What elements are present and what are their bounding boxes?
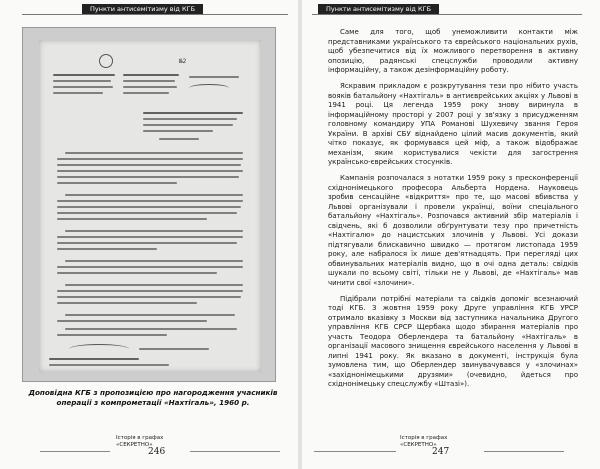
left-header-title: Пункти антисемітизму від КГБ xyxy=(82,4,203,14)
doc-text-line xyxy=(65,328,237,330)
left-running-header xyxy=(22,4,288,15)
doc-text-line xyxy=(57,320,207,322)
doc-text-line xyxy=(57,170,243,172)
doc-text-line xyxy=(159,138,199,140)
signature-mark xyxy=(69,344,129,354)
body-text xyxy=(328,28,578,396)
doc-text-line xyxy=(53,92,103,94)
doc-text-line xyxy=(57,248,157,250)
doc-text-line xyxy=(57,200,243,202)
doc-text-line xyxy=(123,86,177,88)
doc-text-line xyxy=(143,130,213,132)
doc-text-line xyxy=(57,266,243,268)
right-page-number: 247 xyxy=(432,447,450,457)
footer-rule xyxy=(40,451,110,452)
doc-text-line xyxy=(189,76,239,78)
doc-text-line xyxy=(57,164,241,166)
emblem-icon xyxy=(99,54,113,68)
doc-text-line xyxy=(53,80,111,82)
doc-text-line xyxy=(57,182,177,184)
doc-text-line xyxy=(123,80,175,82)
doc-text-line xyxy=(143,112,243,114)
doc-text-line xyxy=(57,236,243,238)
right-footer xyxy=(314,435,564,465)
doc-text-line xyxy=(65,230,243,232)
paragraph: Підібрали потрібні матеріали та свідків допоміг всезнаючий тоді КГБ. З жовтня 1959 року Друге управління КГБ УРСР отримало вказівку з Москви від заступника начальника Другого управління КГБ СРСР Щербака щодо збирання матеріалів про участь Теодора Оберлендера та батальйону «Нахтігаль» в організації масового знищення єврейського населення у Львові в липні 1941 року. Як вказано в документі, інструкція була зумовлена тим, що Оберлендер звинувачувався у «злочинах» «західнонімецькими друзями» (очевидно, йдеться про східнонімецьку спецслужбу «Штазі»). xyxy=(328,294,578,388)
series-subtitle: «СЕКРЕТНО» xyxy=(116,442,153,448)
doc-text-line xyxy=(57,158,243,160)
doc-text-line xyxy=(57,212,237,214)
doc-text-line xyxy=(49,358,139,360)
doc-text-line xyxy=(65,314,235,316)
doc-text-line xyxy=(53,86,113,88)
doc-text-line xyxy=(57,176,239,178)
paragraph: Кампанія розпочалася з нотатки 1959 року з пресконференції східнонімецького професора Альберта Нордена. Науковець зробив сенсаційне «відкриття» про те, що масові вбивства у Львові організували і провели українці, воїни спеціального батальйону «Нахтігаль». Розпочався активний збір матеріалів і свідчень, які б дозволили обґрунтувати тезу про причетність «Нахтігалю» до нацистських злочинів у Львові. Усі докази підтягували блискавично швидко — протягом листопада 1959 року, але набралося їх лише дев'ятнадцять. При перегляді цих обвинувальних матеріалів видно, що в очі одна деталь: свідків шукали по всьому світі, тільки не у Львові, де «Нахтігаль» мав чинити свої «злочини». xyxy=(328,174,578,287)
doc-text-line xyxy=(143,124,233,126)
doc-text-line xyxy=(139,348,209,350)
footer-rule xyxy=(190,451,280,452)
doc-text-line xyxy=(57,242,237,244)
doc-text-line xyxy=(65,284,243,286)
right-running-header xyxy=(312,4,582,15)
document-sheet xyxy=(39,40,261,372)
paragraph: Саме для того, щоб унеможливити контакти між представниками українського та єврейського національних рухів, щоб убезпечитися від їх можливого перетворення в активну опозицію, радянські спецслужби проводили активну інформаційну, а також дезінформаційну роботу. xyxy=(328,28,578,74)
paragraph: Яскравим прикладом є розкрутування тези про нібито участь вояків батальйону «Нахтігаль» в антиєврейських акціях у Львові в 1941 році. Ця легенда 1959 року знову виринула в інформаційному просторі у 2007 році у зв'язку з присудженням головному командиру УПА Романові Шухевичу звання Героя України. В архіві СБУ віднайдено цілий масив документів, який чітко показує, як формувався цей міф, а також відображає механізм, яким користувалися чекісти для загострення українсько-єврейських стосунків. xyxy=(328,82,578,166)
footer-rule xyxy=(484,451,564,452)
doc-text-line xyxy=(123,74,179,76)
figure-caption: Доповідна КГБ з пропозицією про нагородження учасників операції з компрометації «Нахтігаль», 1960 р. xyxy=(28,388,278,407)
doc-text-line xyxy=(65,194,243,196)
left-footer xyxy=(40,435,280,465)
doc-text-line xyxy=(57,302,197,304)
doc-text-line xyxy=(57,290,243,292)
doc-text-line xyxy=(65,260,243,262)
archival-document-photo xyxy=(22,27,276,382)
doc-text-line xyxy=(53,74,115,76)
doc-text-line xyxy=(57,272,217,274)
right-header-title: Пункти антисемітизму від КГБ xyxy=(318,4,439,14)
doc-text-line xyxy=(123,92,169,94)
doc-text-line xyxy=(65,152,243,154)
left-page-number: 246 xyxy=(148,447,166,457)
series-title: Історія в графах xyxy=(116,435,164,441)
right-page xyxy=(300,0,600,469)
document-reference-mark: №2 xyxy=(179,58,187,65)
series-title: Історія в графах xyxy=(400,435,448,441)
doc-text-line xyxy=(57,296,241,298)
handwritten-note xyxy=(189,84,229,92)
series-subtitle: «СЕКРЕТНО» xyxy=(400,442,437,448)
doc-text-line xyxy=(49,364,169,366)
doc-text-line xyxy=(57,218,207,220)
doc-text-line xyxy=(57,334,167,336)
doc-text-line xyxy=(57,206,241,208)
footer-rule xyxy=(314,451,396,452)
doc-text-line xyxy=(143,118,237,120)
